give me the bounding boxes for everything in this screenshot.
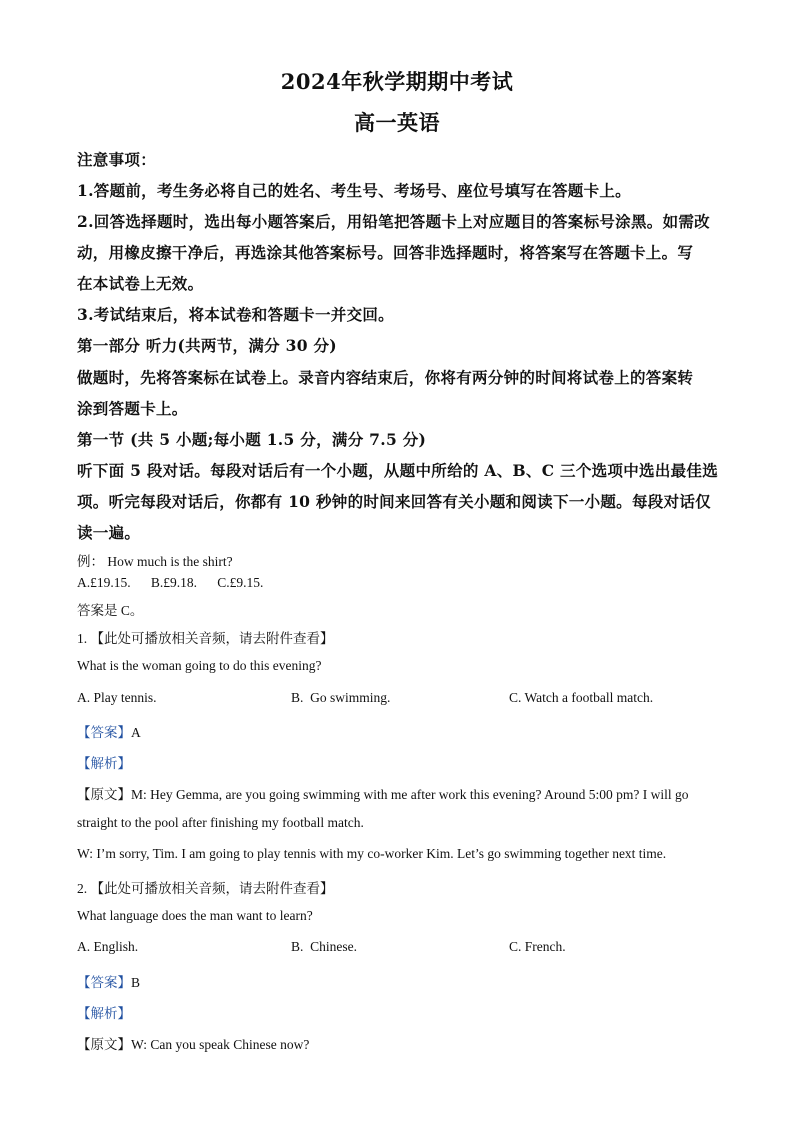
q1-option-b: B. Go swimming. [291, 690, 391, 705]
q2-answer [77, 971, 727, 991]
q2-option-a: A. English. [77, 939, 139, 954]
section1-heading: 第一节 (共 5 小题;每小题 1.5 分，满分 7.5 分) [77, 430, 427, 449]
q1-transcript-text-1: M: Hey Gemma, are you going swimming with me after work this evening? Around 5:00 pm? I will go [131, 787, 689, 802]
section1-instruction-line-3: 读一遍。 [77, 523, 141, 542]
example-options: A.£19.15. B.£9.18. C.£9.15. [77, 575, 264, 590]
section1-instruction-line-2: 项。听完每段对话后，你都有 10 秒钟的时间来回答有关小题和阅读下一小题。每段对话仅 [77, 492, 711, 511]
q2-analysis-label: 【解析】 [77, 1006, 131, 1021]
q1-answer [77, 721, 727, 741]
q2-option-b: B. Chinese. [291, 939, 357, 954]
q1-number: 1. 【此处可播放相关音频，请去附件查看】 [77, 631, 334, 646]
q1-question: What is the woman going to do this evening? [77, 658, 322, 673]
q2-option-c: C. French. [509, 939, 566, 954]
q1-original-label: 【原文】 [77, 787, 131, 802]
notice-item-2-line-2: 动，用橡皮擦干净后，再选涂其他答案标号。回答非选择题时，将答案写在答题卡上。写 [77, 243, 694, 262]
q1-analysis-label: 【解析】 [77, 756, 131, 771]
q2-answer-label: 【答案】 [77, 975, 131, 990]
subject-title: 高一英语 [354, 110, 440, 135]
example-answer: 答案是 C。 [77, 603, 144, 618]
notice-item-1: 1.答题前，考生务必将自己的姓名、考生号、考场号、座位号填写在答题卡上。 [77, 181, 631, 200]
notice-item-2-line-1: 2.回答选择题时，选出每小题答案后，用铅笔把答题卡上对应题目的答案标号涂黑。如需改 [77, 212, 710, 231]
part1-heading: 第一部分 听力(共两节，满分 30 分) [77, 336, 337, 355]
part1-instruction-line-2: 涂到答题卡上。 [77, 399, 188, 418]
q2-transcript-text-1: W: Can you speak Chinese now? [131, 1037, 310, 1052]
q1-transcript-line-2: straight to the pool after finishing my football match. [77, 815, 364, 830]
q1-transcript-line-3: W: I’m sorry, Tim. I am going to play tennis with my co-worker Kim. Let’s go swimming together next time. [77, 846, 667, 861]
notice-item-2-line-3: 在本试卷上无效。 [77, 274, 204, 293]
exam-title: 2024年秋学期期中考试 [280, 69, 514, 94]
q1-answer-label: 【答案】 [77, 725, 131, 740]
part1-instruction-line-1: 做题时，先将答案标在试卷上。录音内容结束后，你将有两分钟的时间将试卷上的答案转 [77, 368, 694, 387]
q2-number: 2. 【此处可播放相关音频，请去附件查看】 [77, 881, 334, 896]
q2-answer-value: B [131, 975, 141, 990]
q1-transcript-line-1 [77, 783, 727, 803]
q1-answer-value: A [131, 725, 141, 740]
q2-original-label: 【原文】 [77, 1037, 131, 1052]
example-question: 例： How much is the shirt? [77, 554, 233, 569]
q2-question: What language does the man want to learn? [77, 908, 313, 923]
q1-option-a: A. Play tennis. [77, 690, 157, 705]
section1-instruction-line-1: 听下面 5 段对话。每段对话后有一个小题，从题中所给的 A、B、C 三个选项中选出最佳选 [77, 461, 719, 480]
notice-heading: 注意事项： [77, 150, 157, 169]
q2-transcript-line-1 [77, 1033, 727, 1053]
notice-item-3: 3.考试结束后，将本试卷和答题卡一并交回。 [77, 305, 394, 324]
q1-option-c: C. Watch a football match. [509, 690, 654, 705]
